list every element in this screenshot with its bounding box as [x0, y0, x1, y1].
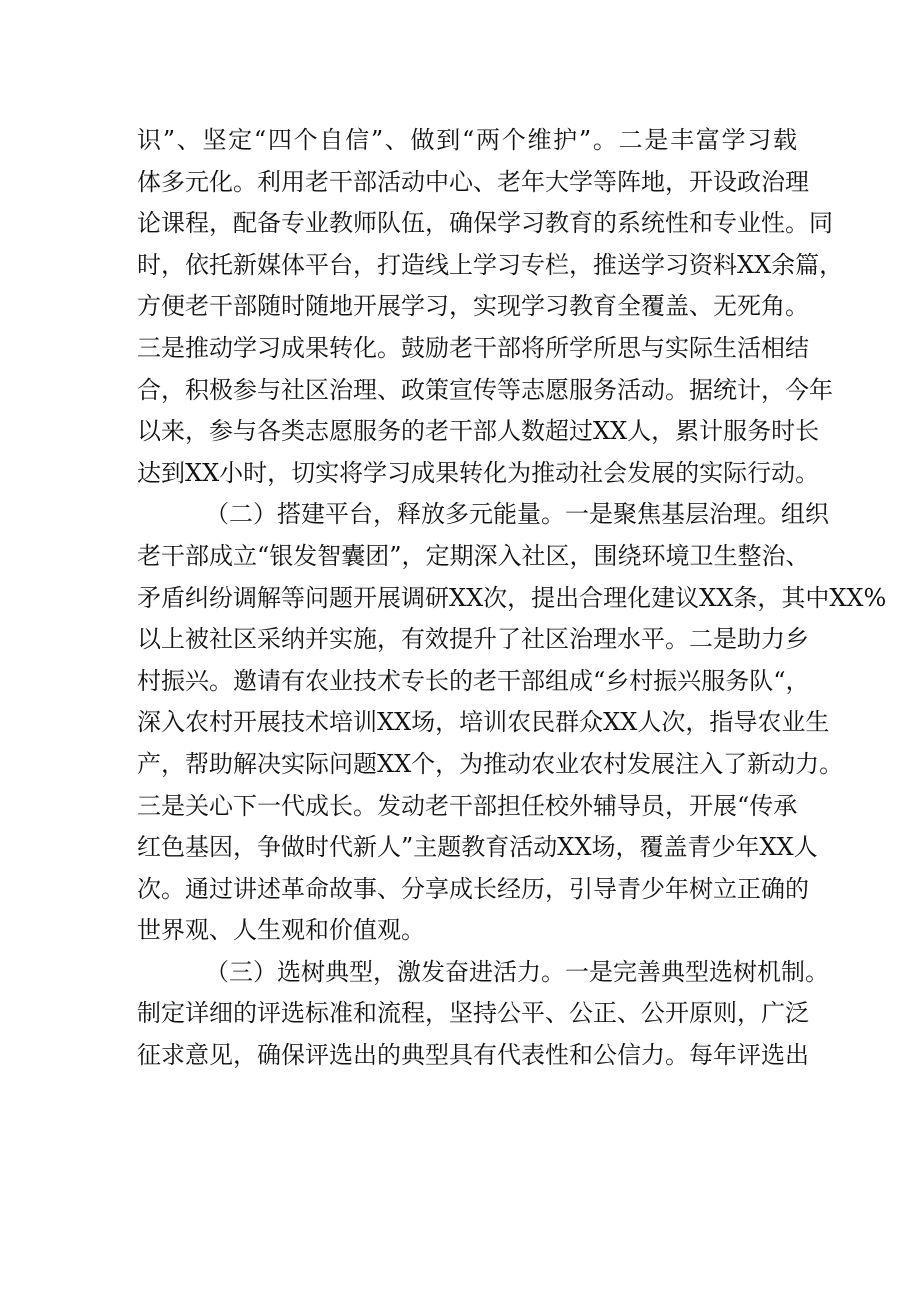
- paragraph-2-line-7: 产，帮助解决实际问题XX个，为推动农业农村发展注入了新动力。: [137, 749, 844, 778]
- paragraph-3-line-1: （三）选树典型，激发奋进活力。一是完善典型选树机制。: [205, 957, 829, 986]
- paragraph-2-line-10: 次。通过讲述革命故事、分享成长经历，引导青少年树立正确的: [137, 874, 809, 903]
- paragraph-2-line-11: 世界观、人生观和价值观。: [137, 916, 425, 945]
- paragraph-2-line-6: 深入农村开展技术培训XX场，培训农民群众XX人次，指导农业生: [137, 708, 830, 737]
- document-body: [137, 120, 887, 1077]
- paragraph-2-line-1: （二）搭建平台，释放多元能量。一是聚焦基层治理。组织: [205, 500, 829, 529]
- paragraph-1-line-9: 达到XX小时，切实将学习成果转化为推动社会发展的实际行动。: [137, 458, 820, 487]
- paragraph-3-line-3: 征求意见，确保评选出的典型具有代表性和公信力。每年评选出: [137, 1041, 809, 1070]
- paragraph-1-line-8: 以来，参与各类志愿服务的老干部人数超过XX人，累计服务时长: [137, 417, 820, 446]
- paragraph-2-line-3: 矛盾纠纷调解等问题开展调研XX次，提出合理化建议XX条，其中XX%: [137, 583, 887, 612]
- paragraph-3-line-2: 制定详细的评选标准和流程，坚持公平、公正、公开原则，广泛: [137, 999, 809, 1028]
- paragraph-1-line-1: 识”、坚定“四个自信”、做到“两个维护”。二是丰富学习载: [137, 126, 797, 154]
- paragraph-1-line-4: 时，依托新媒体平台，打造线上学习专栏，推送学习资料XX余篇，: [137, 250, 844, 279]
- paragraph-2-line-5: 村振兴。邀请有农业技术专长的老干部组成“乡村振兴服务队“，: [137, 666, 810, 695]
- paragraph-1-line-2: 体多元化。利用老干部活动中心、老年大学等阵地，开设政治理: [137, 167, 809, 196]
- paragraph-1-line-3: 论课程，配备专业教师队伍，确保学习教育的系统性和专业性。同: [137, 209, 833, 238]
- paragraph-2-line-4: 以上被社区采纳并实施，有效提升了社区治理水平。二是助力乡: [137, 625, 809, 654]
- paragraph-1-line-7: 合，积极参与社区治理、政策宣传等志愿服务活动。据统计，今年: [137, 375, 833, 404]
- paragraph-2-line-2: 老干部成立“银发智囊团”，定期深入社区，围绕环境卫生整治、: [137, 541, 810, 570]
- paragraph-1-line-5: 方便老干部随时随地开展学习，实现学习教育全覆盖、无死角。: [137, 292, 809, 321]
- paragraph-2-line-9: 红色基因，争做时代新人”主题教育活动XX场，覆盖青少年XX人: [137, 833, 818, 862]
- paragraph-2-line-8: 三是关心下一代成长。发动老干部担任校外辅导员，开展“传承: [137, 791, 798, 820]
- paragraph-1-line-6: 三是推动学习成果转化。鼓励老干部将所学所思与实际生活相结: [137, 333, 809, 362]
